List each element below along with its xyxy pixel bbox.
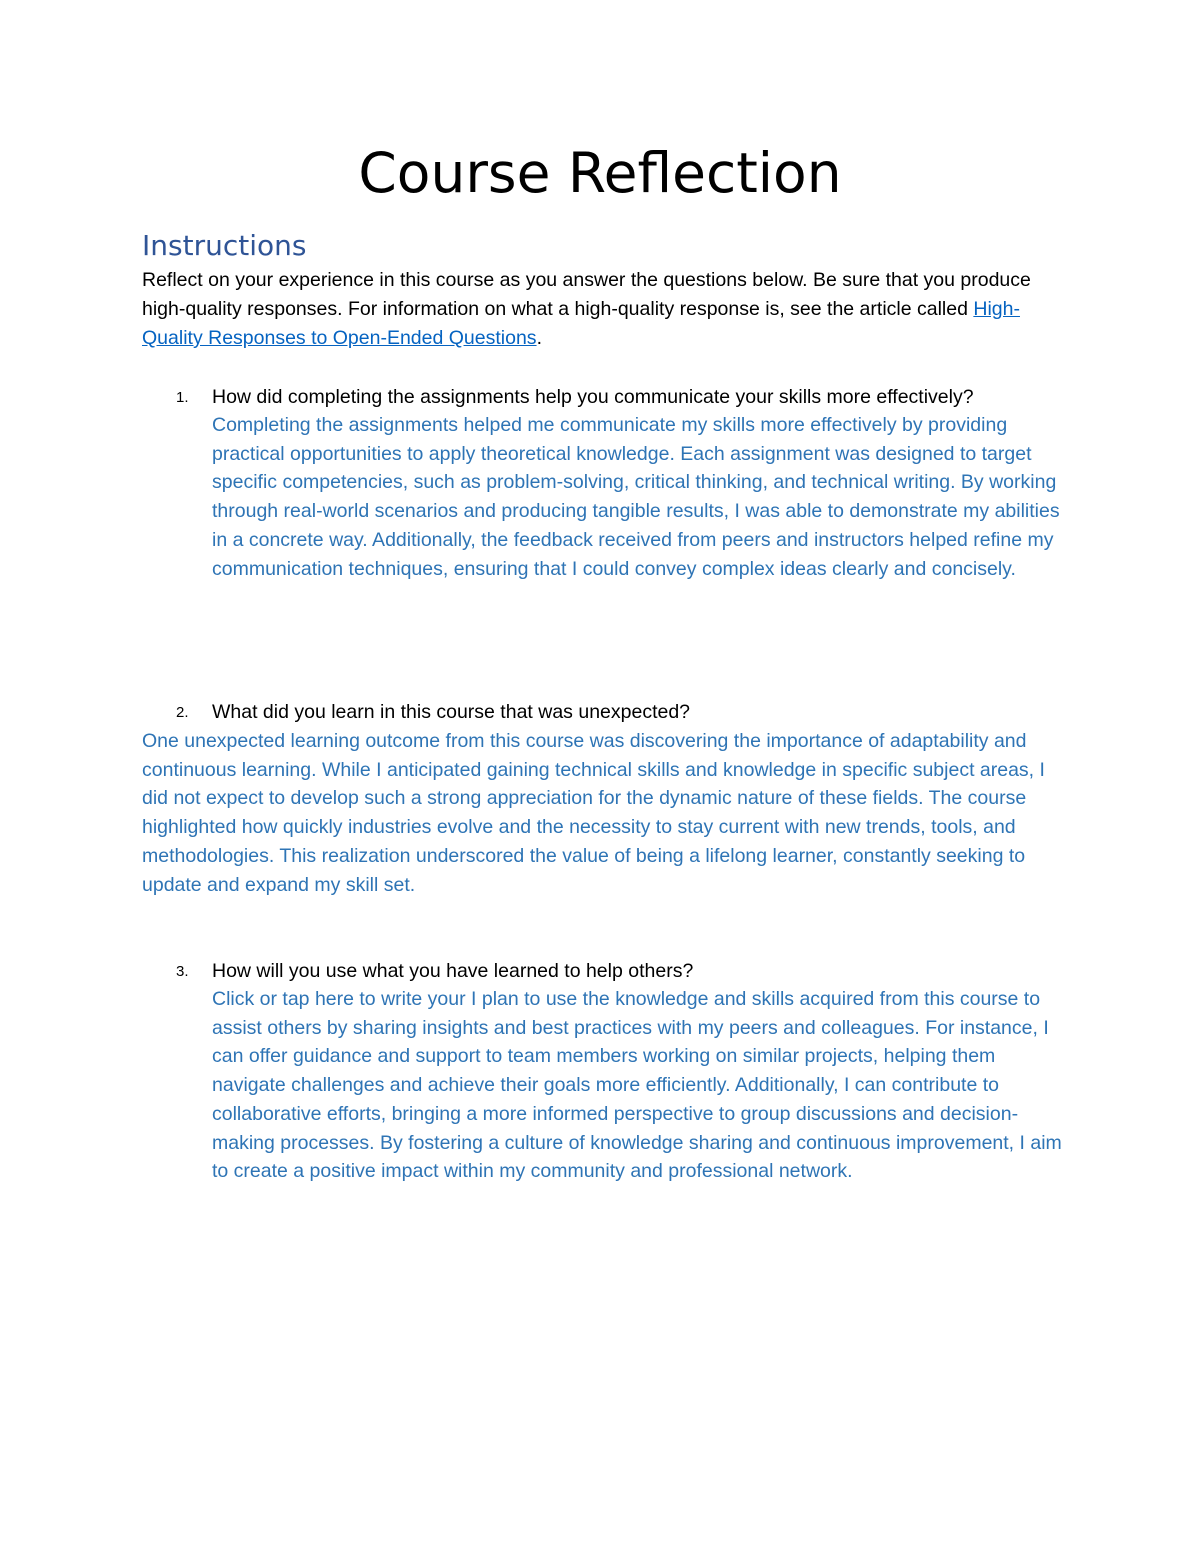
question-text: How did completing the assignments help you communicate your skills more effectively?: [212, 386, 974, 408]
answer-2[interactable]: One unexpected learning outcome from this course was discovering the importance of adaptability and continuous learning. While I anticipated gaining technical skills and knowledge in specific subject areas, I did not expect to develop such a strong appreciation for the dynamic nature of these fields. The course highlighted how quickly industries evolve and the necessity to stay current with new trends, tools, and methodologies. This realization underscored the value of being a lifelong learner, constantly seeking to update and expand my skill set.: [142, 730, 1045, 896]
intro-period: .: [536, 327, 542, 349]
question-number: 2.: [176, 704, 189, 721]
question-3: [142, 957, 1072, 986]
instructions-paragraph: [142, 266, 1062, 353]
question-number: 3.: [176, 963, 189, 980]
question-1: [142, 383, 1072, 412]
high-quality-responses-link[interactable]: High-Quality Responses to Open-Ended Questions: [142, 298, 1020, 349]
question-text: How will you use what you have learned to help others?: [212, 960, 694, 982]
instructions-heading: Instructions: [142, 229, 307, 262]
answer-3[interactable]: Click or tap here to write your I plan to use the knowledge and skills acquired from this course to assist others by sharing insights and best practices with my peers and colleagues. For instance, I can offer guidance and support to team members working on similar projects, helping them navigate challenges and achieve their goals more efficiently. Additionally, I can contribute to collaborative efforts, bringing a more informed perspective to group discussions and decision-making processes. By fostering a culture of knowledge sharing and continuous improvement, I aim to create a positive impact within my community and professional network.: [212, 988, 1062, 1183]
answer-1[interactable]: Completing the assignments helped me communicate my skills more effectively by providing practical opportunities to apply theoretical knowledge. Each assignment was designed to target specific competencies, such as problem-solving, critical thinking, and technical writing. By working through real-world scenarios and producing tangible results, I was able to demonstrate my abilities in a concrete way. Additionally, the feedback received from peers and instructors helped refine my communication techniques, ensuring that I could convey complex ideas clearly and concisely.: [212, 414, 1060, 580]
question-2: [142, 698, 1072, 727]
question-number: 1.: [176, 389, 189, 406]
question-text: What did you learn in this course that was unexpected?: [212, 701, 691, 723]
intro-text: Reflect on your experience in this course as you answer the questions below. Be sure that you produce high-quality responses. For information on what a high-quality response is, see the article called: [142, 269, 1031, 320]
document-title: Course Reflection: [358, 141, 842, 205]
